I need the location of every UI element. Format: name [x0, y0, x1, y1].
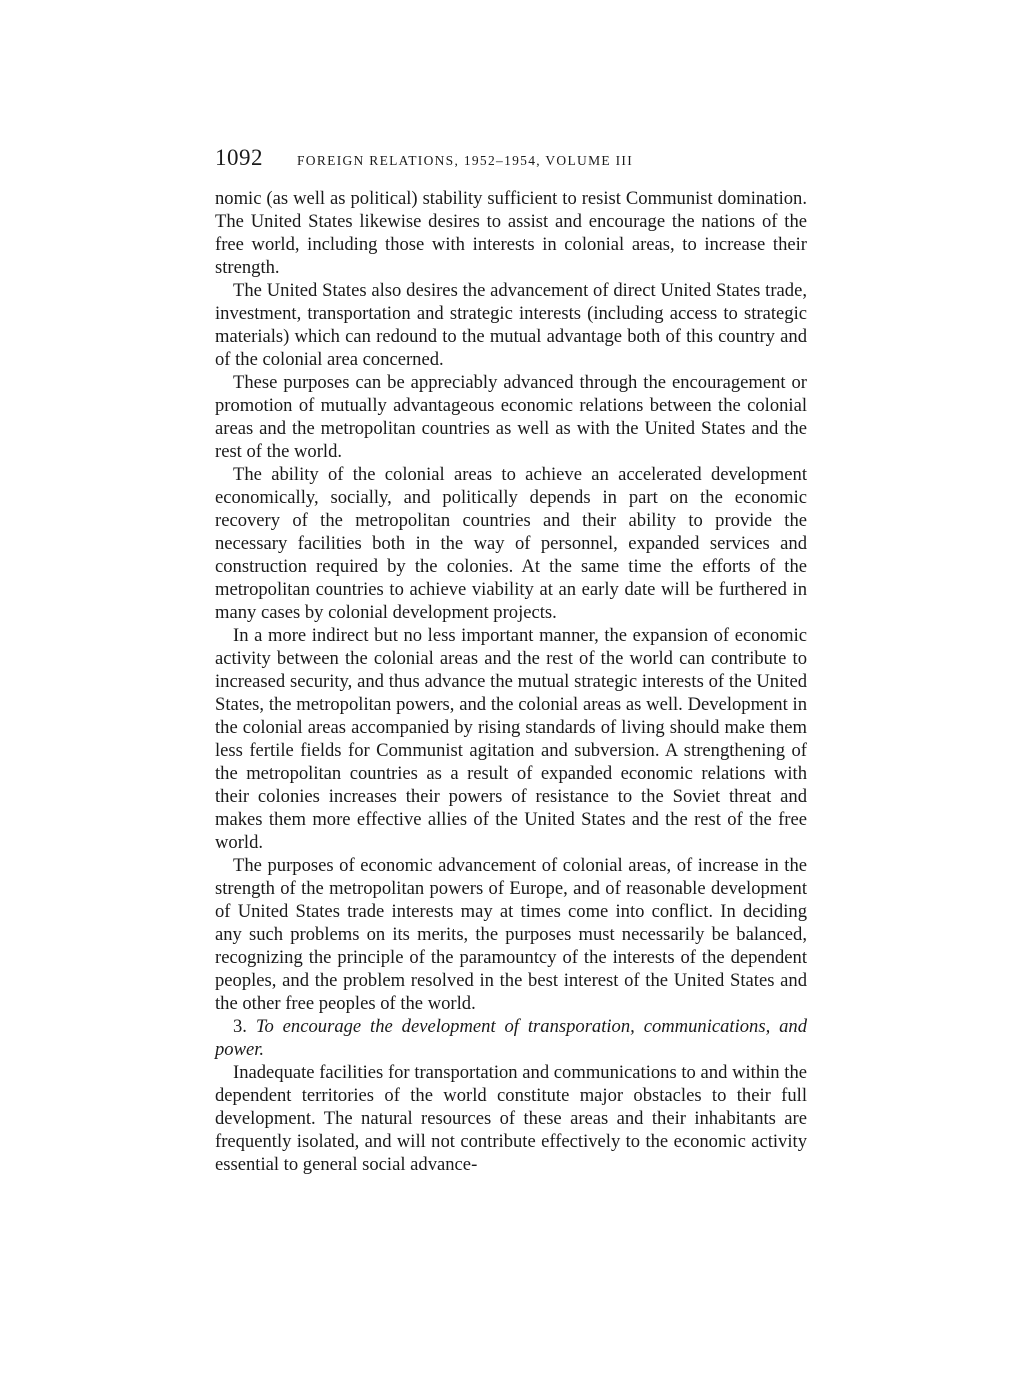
paragraph: The ability of the colonial areas to achieve an accelerated development economically, socially, and politically depends in part on the economic recovery of the metropolitan countries and their ability to provide the necessary facilities both in the way of personnel, expanded services and construction required by the colonies. At the same time the efforts of the metropolitan countries to achieve viability at an early date will be furthered in many cases by colonial development projects. [215, 464, 807, 623]
paragraph: nomic (as well as political) stability sufficient to resist Communist domination. The United States likewise desires to assist and encourage the nations of the free world, including those with interests in colonial areas, to increase their strength. [215, 188, 807, 278]
paragraph: Inadequate facilities for transportation and communications to and within the dependent territories of the world constitute major obstacles to their full development. The natural resources of these areas and their inhabitants are frequently isolated, and will not contribute effectively to the economic activity essential to general social advance- [215, 1062, 807, 1175]
paragraph: These purposes can be appreciably advanced through the encouragement or promotion of mutually advantageous economic relations between the colonial areas and the metropolitan countries as well as with the United States and the rest of the world. [215, 372, 807, 462]
paragraph: The United States also desires the advancement of direct United States trade, investment, transportation and strategic interests (including access to strategic materials) which can redound to the mutual advantage both of this country and of the colonial area concerned. [215, 280, 807, 370]
running-head [215, 145, 807, 179]
document-page [215, 145, 807, 1176]
page-number: 1092 [215, 145, 263, 170]
running-head-title: FOREIGN RELATIONS, 1952–1954, VOLUME III [297, 153, 633, 168]
paragraph: The purposes of economic advancement of colonial areas, of increase in the strength of the metropolitan powers of Europe, and of reasonable development of United States trade interests may at times come into conflict. In deciding any such problems on its merits, the purposes must necessarily be balanced, recognizing the principle of the paramountcy of the interests of the dependent peoples, and the problem resolved in the best interest of the United States and the other free peoples of the world. [215, 855, 807, 1014]
paragraph: In a more indirect but no less important manner, the expansion of economic activity between the colonial areas and the rest of the world can contribute to increased security, and thus advance the mutual strategic interests of the United States, the metropolitan powers, and the colonial areas as well. Development in the colonial areas accompanied by rising standards of living should make them less fertile fields for Communist agitation and subversion. A strengthening of the metropolitan countries as a result of expanded economic relations with their colonies increases their powers of resistance to the Soviet threat and makes them more effective allies of the United States and the rest of the free world. [215, 625, 807, 853]
section-heading-number: 3. [233, 1016, 247, 1037]
section-heading [215, 1015, 807, 1061]
section-heading-title: To encourage the development of transporation, communications, and power. [215, 1016, 808, 1060]
body-text [215, 187, 807, 1176]
